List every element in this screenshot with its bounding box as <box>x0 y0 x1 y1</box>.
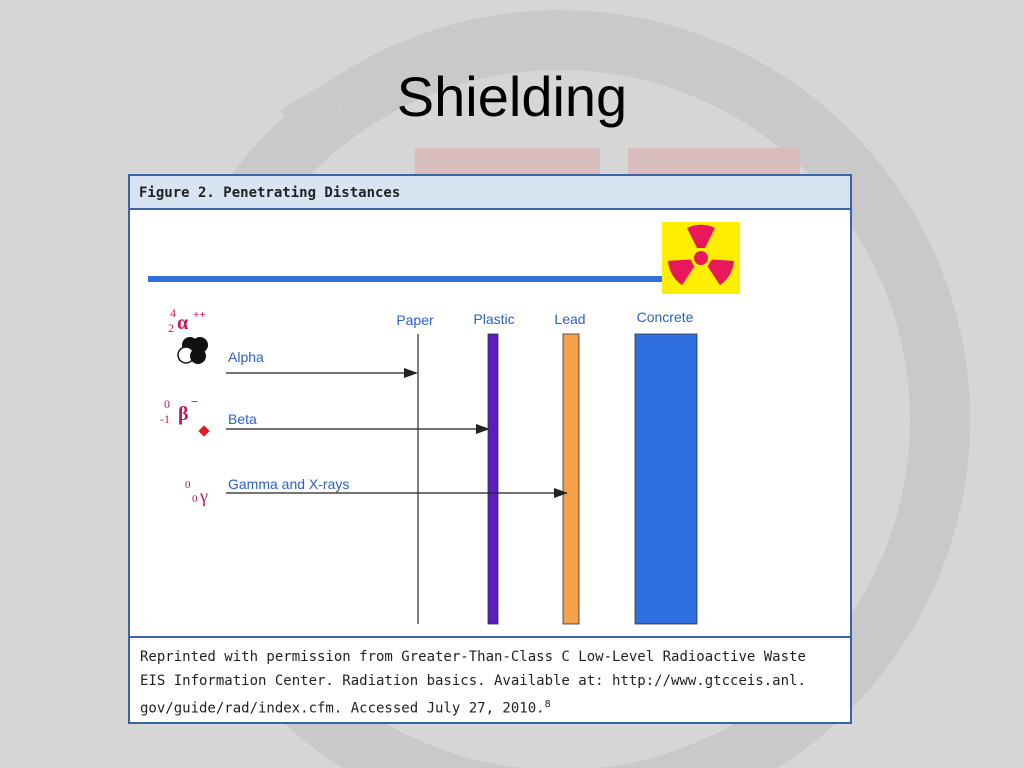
alpha-symbol <box>168 306 206 335</box>
gamma-symbol <box>185 479 208 506</box>
beta-arrow <box>226 424 490 434</box>
figure-panel <box>128 174 852 724</box>
beta-particle-icon <box>198 425 209 436</box>
figure-caption <box>130 636 850 722</box>
svg-text:β: β <box>178 403 189 425</box>
svg-text:0: 0 <box>185 479 191 491</box>
beta-label: Beta <box>228 411 257 427</box>
svg-text:α: α <box>177 312 189 334</box>
barrier-concrete <box>635 334 697 624</box>
gamma-label: Gamma and X-rays <box>228 476 350 492</box>
svg-text:0: 0 <box>192 493 198 505</box>
caption-line <box>140 693 842 721</box>
alpha-arrow <box>226 368 418 378</box>
beta-symbol <box>160 394 198 426</box>
radiation-hazard-icon <box>662 222 740 294</box>
svg-text:4: 4 <box>170 306 176 320</box>
svg-text:0: 0 <box>164 397 170 411</box>
barrier-label-lead: Lead <box>554 311 586 327</box>
caption-line: EIS Information Center. Radiation basics. Available at: http://www.gtcceis.anl. <box>140 673 806 689</box>
top-rule <box>148 276 668 282</box>
slide-title: Shielding <box>396 65 628 128</box>
svg-text:-1: -1 <box>160 412 170 426</box>
barrier-label-paper: Paper <box>396 312 434 328</box>
barrier-label-plastic: Plastic <box>473 311 515 327</box>
barrier-label-concrete: Concrete <box>636 309 694 325</box>
penetration-diagram <box>130 210 850 634</box>
figure-header <box>130 176 850 210</box>
svg-text:γ: γ <box>200 486 208 506</box>
alpha-particle-icon <box>178 337 208 364</box>
caption-footnote: 8 <box>544 699 551 710</box>
caption-line-text: gov/guide/rad/index.cfm. Accessed July 27, 2010. <box>140 700 545 717</box>
svg-text:++: ++ <box>193 309 206 321</box>
svg-text:2: 2 <box>168 321 174 335</box>
barrier-plastic <box>488 334 498 624</box>
caption-line: Reprinted with permission from Greater-Than-Class C Low-Level Radioactive Waste <box>140 649 806 665</box>
svg-text:−: − <box>191 394 199 409</box>
alpha-label: Alpha <box>228 349 264 365</box>
barrier-lead <box>563 334 579 624</box>
figure-heading: Figure 2. Penetrating Distances <box>139 185 401 201</box>
